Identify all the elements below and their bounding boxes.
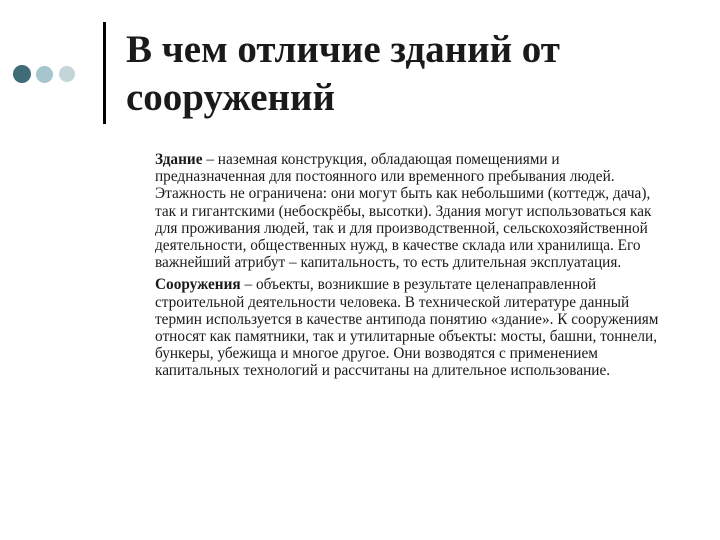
- decorative-dots: [13, 65, 80, 83]
- term-structure: Сооружения: [155, 276, 241, 294]
- paragraph-structure: [155, 276, 665, 379]
- paragraph-building: [155, 151, 665, 271]
- slide-title: [126, 26, 686, 122]
- title-line-1: В чем отличие зданий от: [126, 28, 560, 71]
- title-divider: [103, 22, 106, 124]
- light-dot-icon: [59, 66, 75, 82]
- term-building: Здание: [155, 151, 203, 168]
- definition-building: – наземная конструкция, обладающая помещениями и предназначенная для постоянного или временного пребывания людей. Этажность не ограничена: они могут быть как небольшими (коттедж, дача), так и гигантскими (небоскрёбы, высотки). Здания могут использоваться как для проживания людей, так и для производственной, сельскохозяйственной деятельности, общественных нужд, в качестве склада или хранилища. Его важнейший атрибут – капитальность, то есть длительная эксплуатация.: [155, 151, 652, 272]
- definition-structure: – объекты, возникшие в результате целенаправленной строительной деятельности человека. В технической литературе данный термин используется в качестве антипода понятию «здание». К сооружениям относят как памятники, так и утилитарные объекты: мосты, башни, тоннели, бункеры, убежища и многое другое. Они возводятся с применением капитальных технологий и рассчитаны на длительное использование.: [155, 276, 659, 380]
- title-line-2: сооружений: [126, 76, 335, 119]
- dark-dot-icon: [13, 65, 31, 83]
- medium-dot-icon: [36, 66, 53, 83]
- slide-body: [155, 151, 665, 385]
